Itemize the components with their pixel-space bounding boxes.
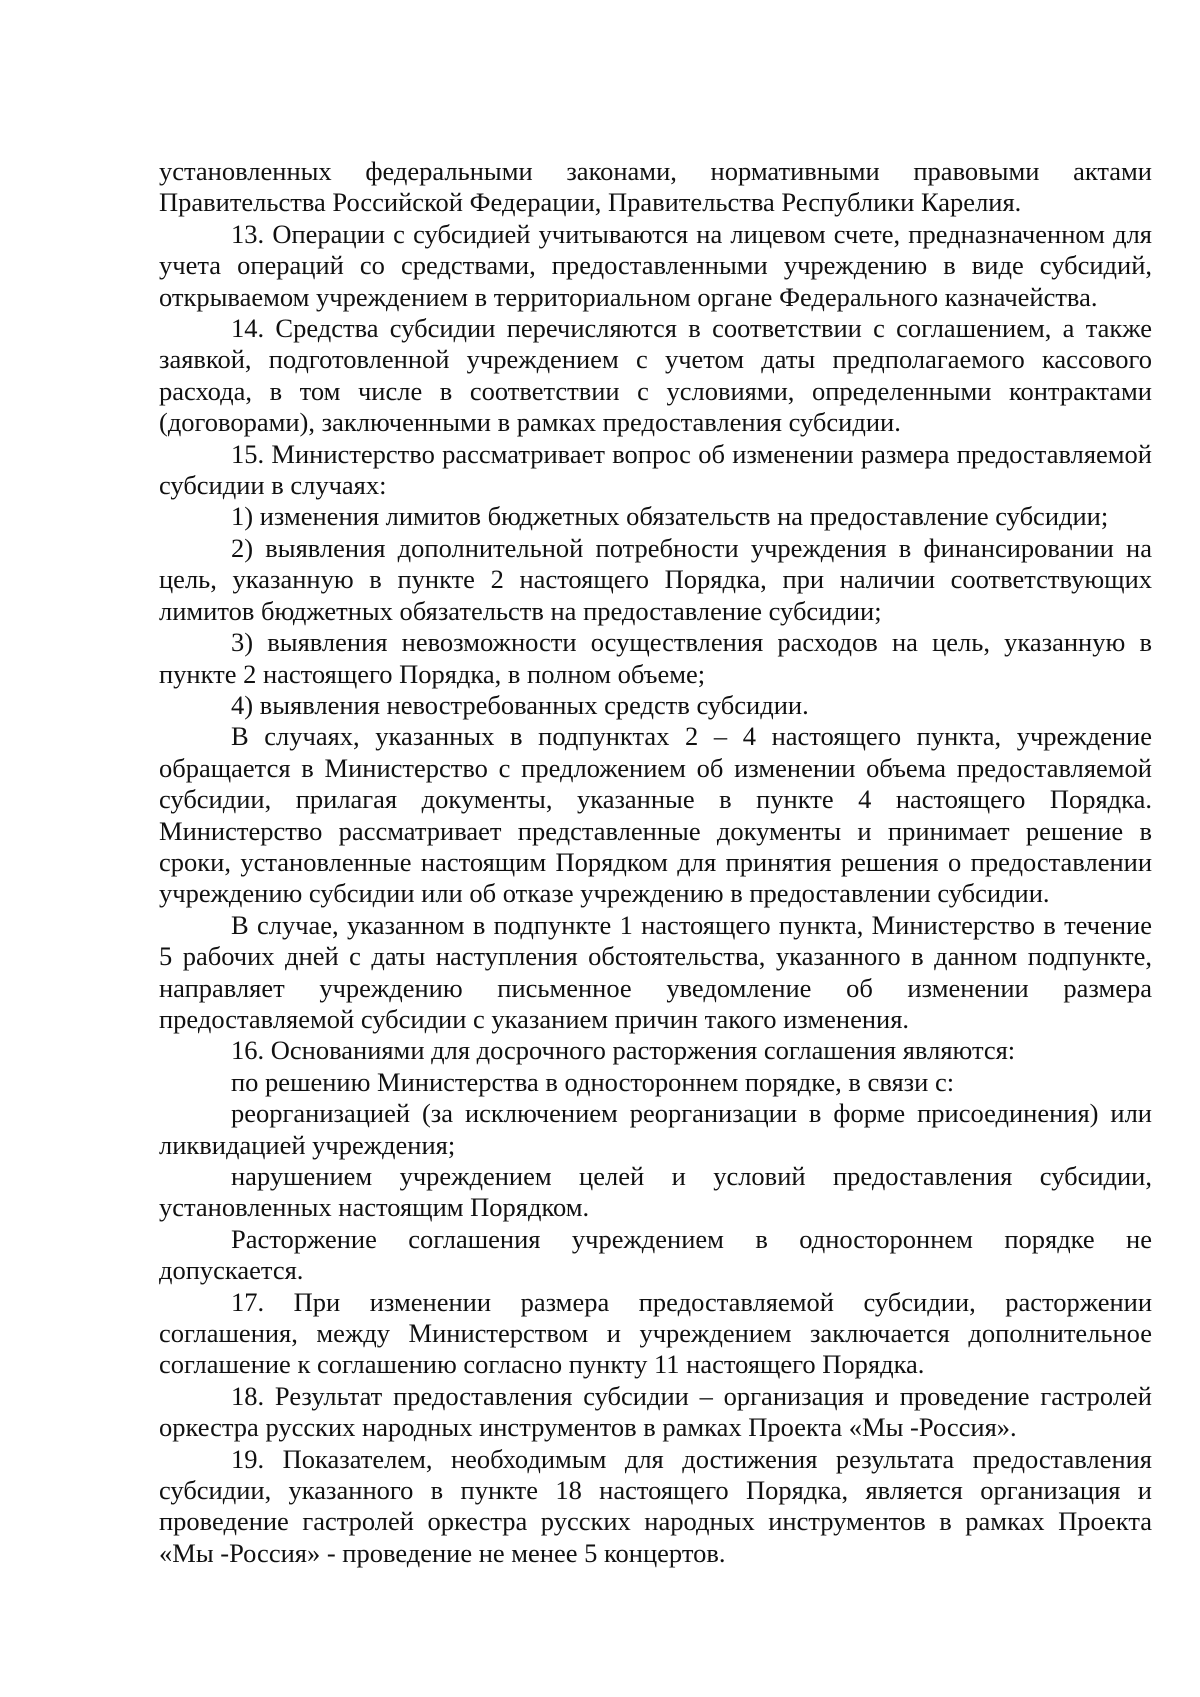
subitem-4: 4) выявления невостребованных средств субсидии. <box>231 689 809 720</box>
paragraph-18: 18. Результат предоставления субсидии – организация и проведение гастролей оркестра русских народных инструментов в рамках Проекта «Мы -Россия». <box>159 1380 1152 1443</box>
paragraph-16: 16. Основаниями для досрочного расторжения соглашения являются: <box>231 1035 1016 1066</box>
subitem-1: 1) изменения лимитов бюджетных обязательств на предоставление субсидии; <box>231 501 1109 532</box>
paragraph-case-1: В случае, указанном в подпункте 1 настоящего пункта, Министерство в течение 5 рабочих дней с даты наступления обстоятельства, указанного в данном подпункте, направляет учреждению письменное уведомление об изменении размера предоставляемой субсидии с указанием причин такого изменения. <box>159 909 1152 1034</box>
document-body <box>159 156 1152 1569</box>
paragraph-14: 14. Средства субсидии перечисляются в соответствии с соглашением, а также заявкой, подготовленной учреждением с учетом даты предполагаемого кассового расхода, в том числе в соответствии с условиями, определенными контрактами (договорами), заключенными в рамках предоставления субсидии. <box>159 313 1152 438</box>
paragraph-continuation: установленных федеральными законами, нормативными правовыми актами Правительства Российской Федерации, Правительства Республики Карелия. <box>159 156 1152 218</box>
paragraph-16-violation: нарушением учреждением целей и условий предоставления субсидии, установленных настоящим Порядком. <box>159 1161 1152 1223</box>
paragraph-16-ministry-decision: по решению Министерства в одностороннем порядке, в связи с: <box>231 1066 955 1097</box>
paragraph-15: 15. Министерство рассматривает вопрос об изменении размера предоставляемой субсидии в случаях: <box>159 438 1152 501</box>
subitem-2: 2) выявления дополнительной потребности учреждения в финансировании на цель, указанную в пункте 2 настоящего Порядка, при наличии соответствующих лимитов бюджетных обязательств на предоставление субсидии; <box>159 532 1152 626</box>
paragraph-cases-2-4: В случаях, указанных в подпунктах 2 – 4 настоящего пункта, учреждение обращается в Министерство с предложением об изменении объема предоставляемой субсидии, прилагая документы, указанные в пункте 4 настоящего Порядка. Министерство рассматривает представленные документы и принимает решение в сроки, установленные настоящим Порядком для принятия решения о предоставлении учреждению субсидии или об отказе учреждению в предоставлении субсидии. <box>159 721 1152 909</box>
subitem-3: 3) выявления невозможности осуществления расходов на цель, указанную в пункте 2 настоящего Порядка, в полном объеме; <box>159 627 1152 689</box>
paragraph-17: 17. При изменении размера предоставляемой субсидии, расторжении соглашения, между Министерством и учреждением заключается дополнительное соглашение к соглашению согласно пункту 11 настоящего Порядка. <box>159 1286 1152 1380</box>
paragraph-16-termination: Расторжение соглашения учреждением в одностороннем порядке не допускается. <box>159 1223 1152 1286</box>
paragraph-13: 13. Операции с субсидией учитываются на лицевом счете, предназначенном для учета операций со средствами, предоставленными учреждению в виде субсидий, открываемом учреждением в территориальном органе Федерального казначейства. <box>159 218 1152 312</box>
paragraph-19: 19. Показателем, необходимым для достижения результата предоставления субсидии, указанного в пункте 18 настоящего Порядка, является организация и проведение гастролей оркестра русских народных инструментов в рамках Проекта «Мы -Россия» - проведение не менее 5 концертов. <box>159 1443 1152 1568</box>
paragraph-16-reorganization: реорганизацией (за исключением реорганизации в форме присоединения) или ликвидацией учреждения; <box>159 1098 1152 1160</box>
